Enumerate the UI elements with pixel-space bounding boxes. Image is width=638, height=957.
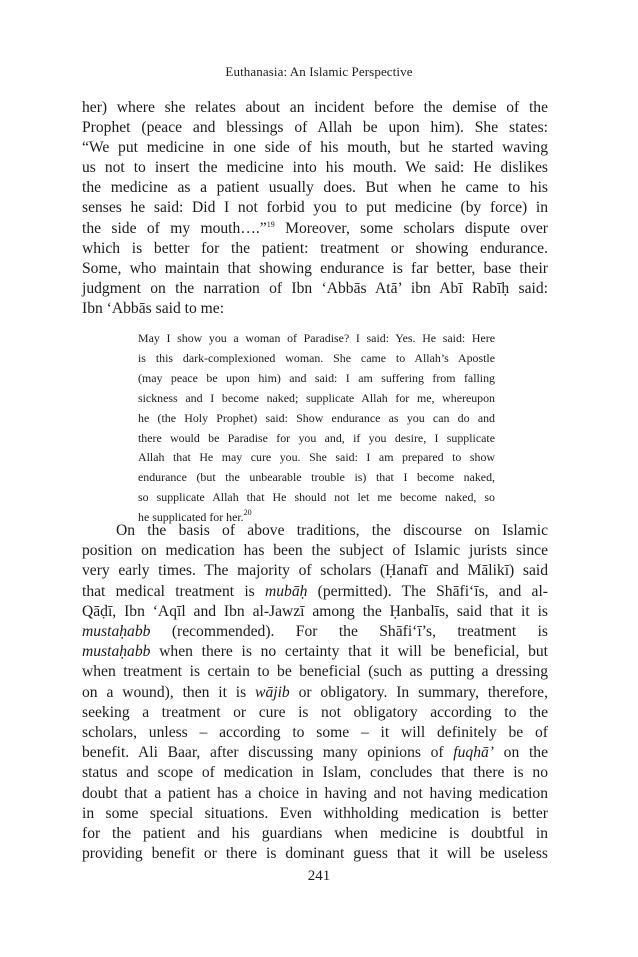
running-header: Euthanasia: An Islamic Perspective xyxy=(225,64,413,79)
quote-line: he (the Holy Prophet) said: Show endurance as you can do and xyxy=(138,410,495,425)
text-line: Ibn ‘Abbās said to me: xyxy=(82,299,225,317)
text-line: scholars, unless – according to some – it will definitely be of xyxy=(82,724,548,742)
text-line: senses he said: Did I not forbid you to put medicine (by force) in xyxy=(82,199,548,217)
quote-line: May I show you a woman of Paradise? I said: Yes. He said: Here xyxy=(138,331,495,345)
term-mustahabb: mustaḥabb xyxy=(82,643,151,661)
text-line: Some, who maintain that showing endurance is far better, base their xyxy=(82,259,548,277)
text-line: her) where she relates about an incident before the demise of the xyxy=(82,99,548,116)
text-line: very early times. The majority of scholars (Ḥanafī and Mālikī) said xyxy=(82,562,548,580)
text-line: seeking a treatment or cure is not obligatory according to the xyxy=(82,703,548,721)
quote-line: so supplicate Allah that He should not let me become naked, so xyxy=(138,490,495,505)
text-line: on a wound), then it is wājib or obligatory. In summary, therefore, xyxy=(82,683,548,701)
text-line: when treatment is certain to be beneficial (such as putting a dressing xyxy=(82,663,548,681)
quote-line: is this dark-complexioned woman. She came to Allah’s Apostle xyxy=(138,350,495,365)
text-line: providing benefit or there is dominant guess that it will be useless xyxy=(82,845,548,863)
text-line: judgment on the narration of Ibn ‘Abbās Atā’ ibn Abī Rabīḥ said: xyxy=(82,279,548,297)
text-line: Prophet (peace and blessings of Allah be upon him). She states: xyxy=(82,119,548,137)
text-line: status and scope of medication in Islam, concludes that there is no xyxy=(82,764,548,782)
text-line: in some special situations. Even withholding medication is better xyxy=(82,804,548,822)
text-line: for the patient and his guardians when medicine is doubtful in xyxy=(82,825,548,843)
text-line: “We put medicine in one side of his mouth, but he started waving xyxy=(82,139,548,157)
quote-line: endurance (but the unbearable trouble is) that I become naked, xyxy=(138,470,495,485)
term-fuqha: fuqhā’ xyxy=(453,744,494,762)
footnote-ref-20[interactable]: 20 xyxy=(243,508,252,518)
page-number: 241 xyxy=(307,868,331,884)
text-line: On the basis of above traditions, the discourse on Islamic xyxy=(116,522,548,539)
term-mubah: mubāḥ xyxy=(264,582,308,600)
term-wajib: wājib xyxy=(255,683,290,701)
text-line: doubt that a patient has a choice in having and not having medication xyxy=(82,784,548,802)
term-mustahabb: mustaḥabb xyxy=(82,623,151,641)
text-line: benefit. Ali Baar, after discussing many opinions of fuqhā’ on the xyxy=(82,744,548,762)
text-line: the side of my mouth….”$^{19}$ Moreover, some scholars dispute over xyxy=(82,219,548,237)
text-line: that medical treatment is mubāḥ (permitted). The Shāfi‘īs, and al- xyxy=(82,582,548,600)
quote-line: he supplicated for her.$^{20}$ xyxy=(138,508,252,525)
paragraph-2 xyxy=(82,521,548,864)
footnote-ref-19[interactable]: 19 xyxy=(266,219,275,229)
quote-line: Allah that He may cure you. She said: I am prepared to show xyxy=(138,450,495,465)
quote-line: sickness and I become naked; supplicate Allah for me, whereupon xyxy=(138,390,495,405)
paragraph-1 xyxy=(82,98,548,319)
text-line: position on medication has been the subject of Islamic jurists since xyxy=(82,542,548,560)
text-line: the medicine as a patient usually does. But when he came to his xyxy=(82,179,548,197)
quote-line: (may peace be upon him) and said: I am suffering from falling xyxy=(138,370,495,385)
text-line: Qāḍī, Ibn ‘Aqīl and Ibn al-Jawzī among the Ḥanbalīs, said that it is xyxy=(82,602,548,620)
text-line: us not to insert the medicine into his mouth. We said: He dislikes xyxy=(82,159,548,177)
quote-line: there would be Paradise for you and, if you desire, I supplicate xyxy=(138,430,495,445)
text-line: mustaḥabb when there is no certainty that it will be beneficial, but xyxy=(82,643,548,661)
block-quote xyxy=(138,329,495,528)
text-line: which is better for the patient: treatment or showing endurance. xyxy=(82,239,548,257)
text-line: mustaḥabb (recommended). For the Shāfi‘ī’s, treatment is xyxy=(82,623,548,641)
